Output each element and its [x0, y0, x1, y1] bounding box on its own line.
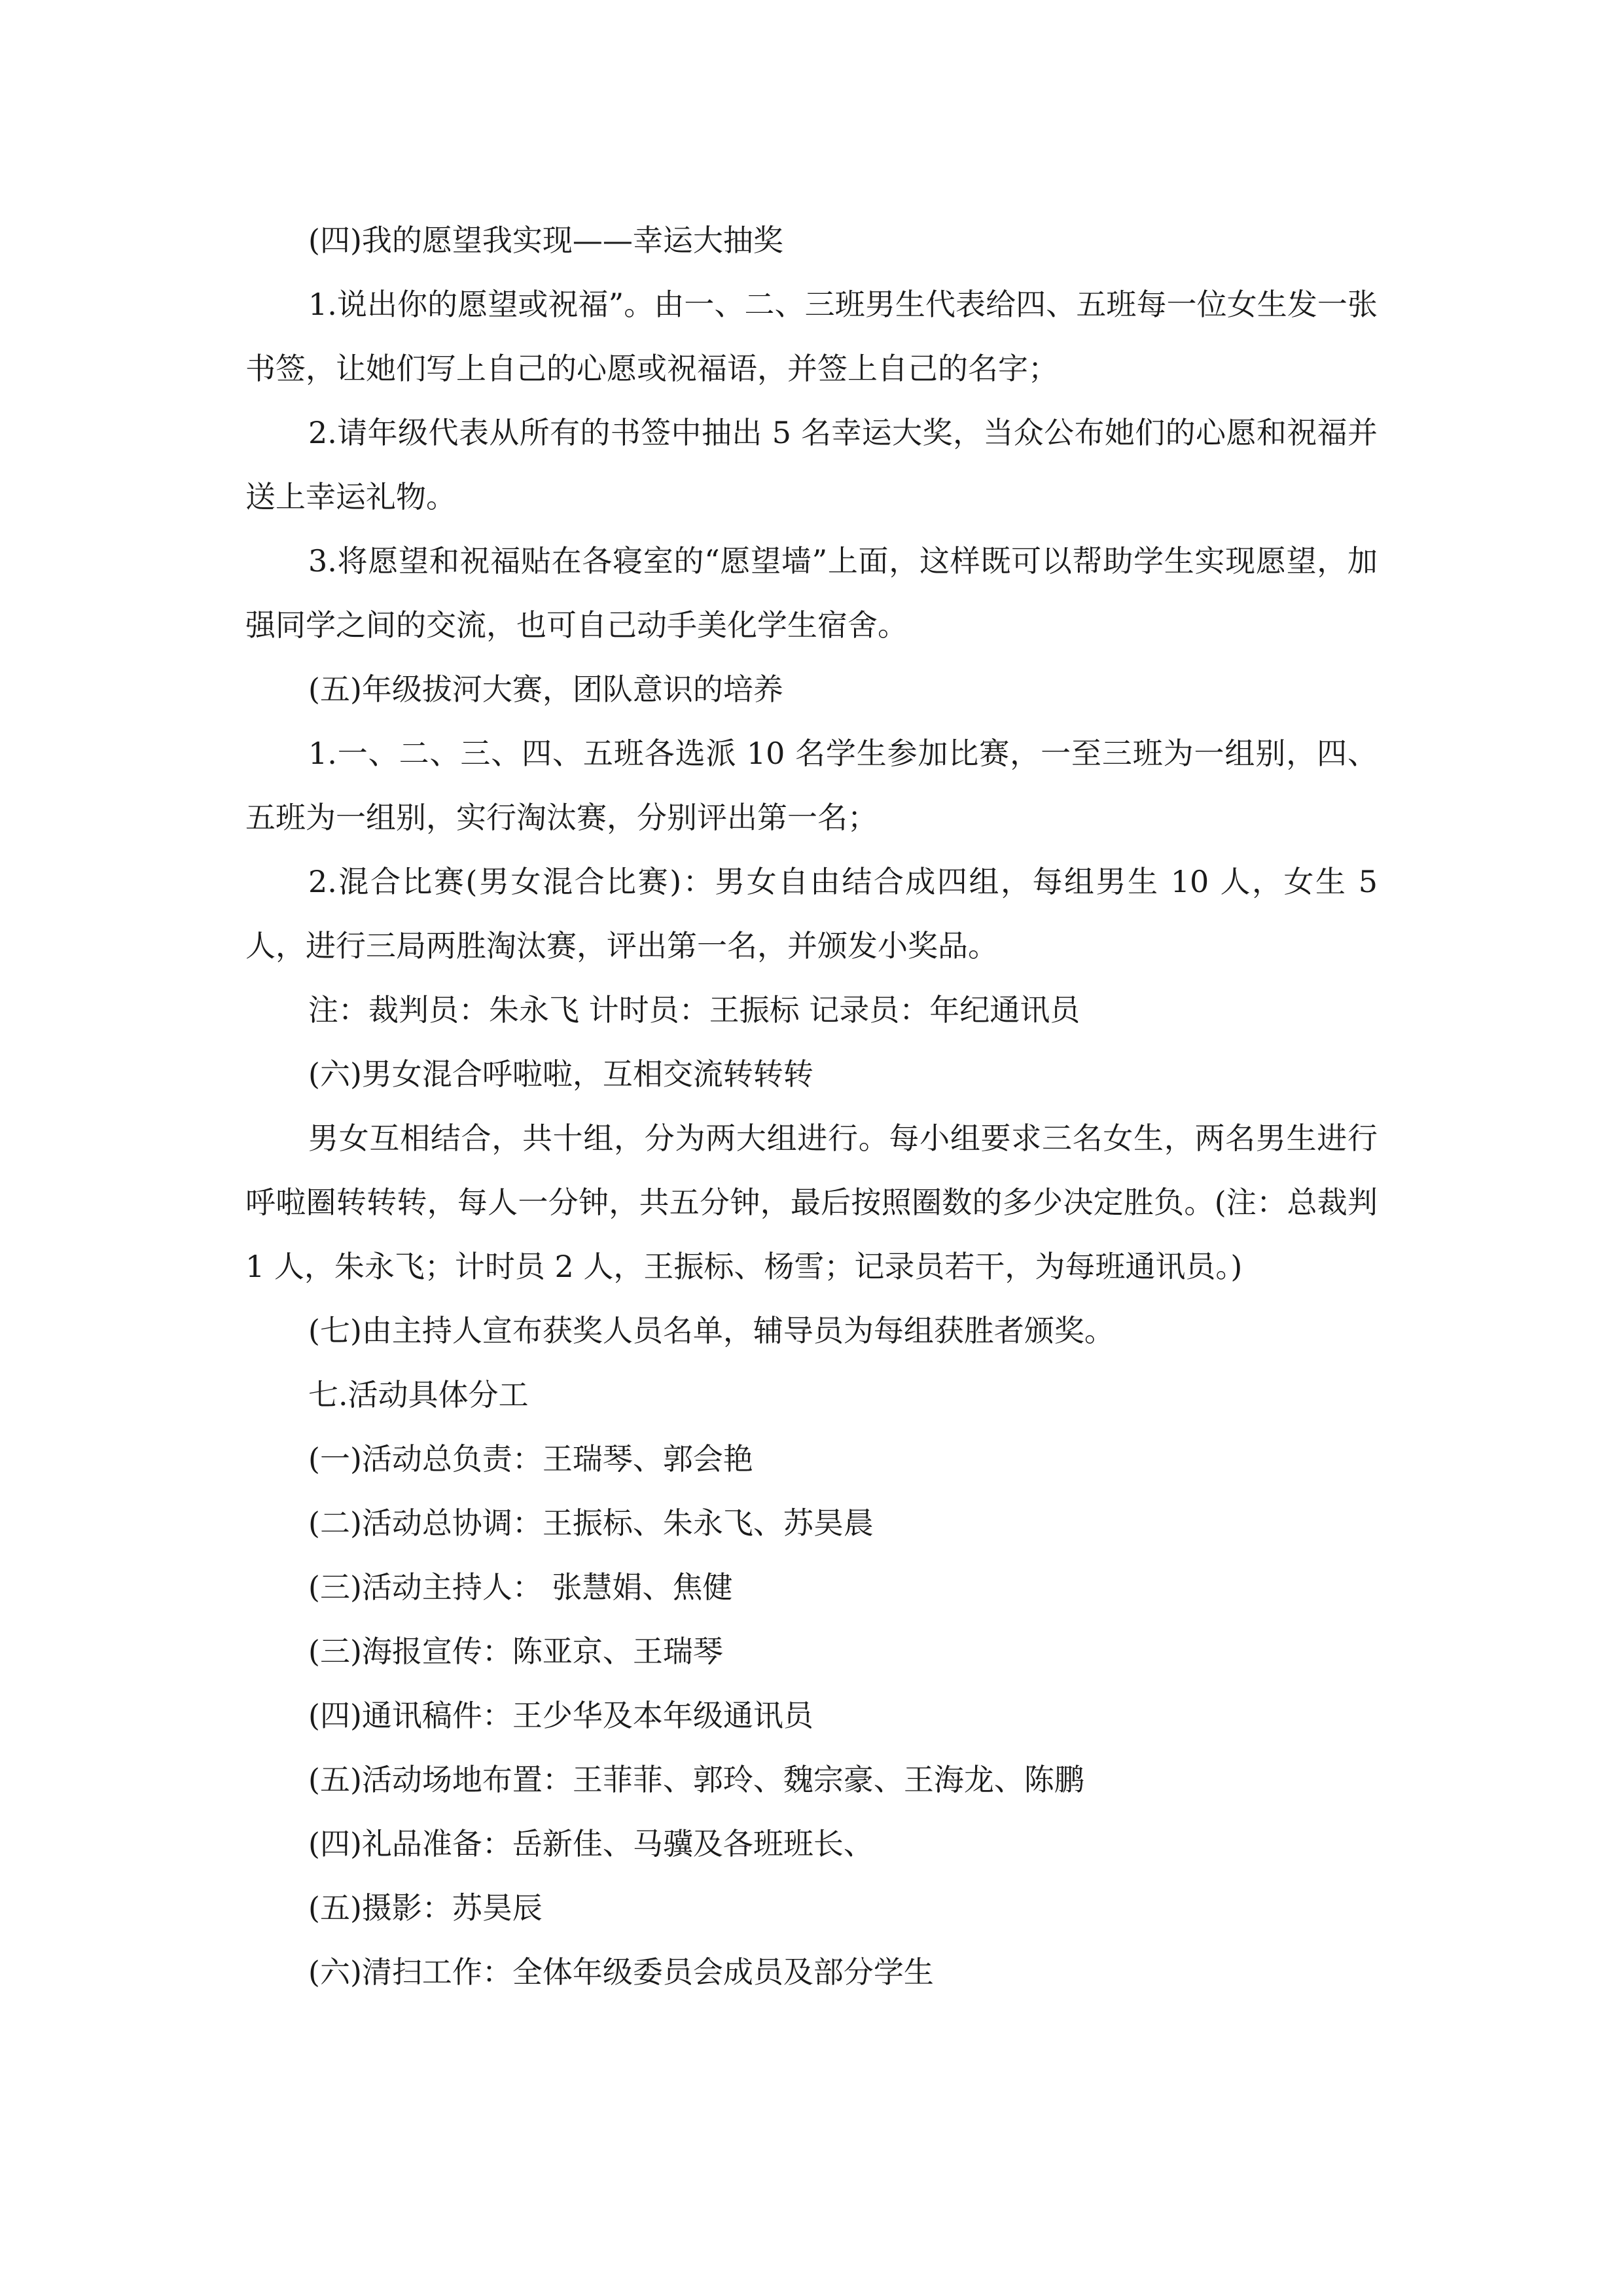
section-heading-wish: (四)我的愿望我实现——幸运大抽奖	[308, 223, 783, 258]
paragraph: 2.请年级代表从所有的书签中抽出 5 名幸运大奖，当众公布她们的心愿和祝福并送上幸运礼物。	[245, 415, 1378, 514]
list-item: (六)清扫工作：全体年级委员会成员及部分学生	[308, 1954, 934, 1990]
section-heading-tug-of-war: (五)年级拔河大赛，团队意识的培养	[308, 672, 783, 707]
section-heading-hula-hoop: (六)男女混合呼啦啦，互相交流转转转	[308, 1056, 813, 1092]
list-item: (四)通讯稿件：王少华及本年级通讯员	[308, 1698, 813, 1733]
section-heading-division-of-labor: 七.活动具体分工	[308, 1377, 529, 1412]
paragraph: 2.混合比赛(男女混合比赛)：男女自由结合成四组，每组男生 10 人，女生 5 人，进行三局两胜淘汰赛，评出第一名，并颁发小奖品。	[245, 864, 1378, 963]
document-body	[245, 208, 1378, 2004]
paragraph: 男女互相结合，共十组，分为两大组进行。每小组要求三名女生，两名男生进行呼啦圈转转转，每人一分钟，共五分钟，最后按照圈数的多少决定胜负。(注：总裁判 1 人，朱永飞；计时员 2 人，王振标、杨雪；记录员若干，为每班通讯员。)	[245, 1121, 1378, 1284]
list-item: (三)活动主持人： 张慧娟、焦健	[308, 1570, 733, 1605]
list-item: (五)活动场地布置：王菲菲、郭玲、魏宗豪、王海龙、陈鹏	[308, 1762, 1084, 1797]
paragraph: 1.一、二、三、四、五班各选派 10 名学生参加比赛，一至三班为一组别，四、五班为一组别，实行淘汰赛，分别评出第一名；	[245, 736, 1378, 835]
paragraph: (七)由主持人宣布获奖人员名单，辅导员为每组获胜者颁奖。	[308, 1313, 1115, 1348]
note-line: 注：裁判员：朱永飞 计时员：王振标 记录员：年纪通讯员	[308, 992, 1080, 1028]
list-item: (五)摄影：苏昊辰	[308, 1890, 543, 1926]
list-item: (一)活动总负责：王瑞琴、郭会艳	[308, 1441, 753, 1477]
paragraph: 3.将愿望和祝福贴在各寝室的“愿望墙”上面，这样既可以帮助学生实现愿望，加强同学之间的交流，也可自己动手美化学生宿舍。	[245, 543, 1378, 643]
list-item: (二)活动总协调：王振标、朱永飞、苏昊晨	[308, 1505, 874, 1541]
paragraph: 1.说出你的愿望或祝福”。由一、二、三班男生代表给四、五班每一位女生发一张书签，让她们写上自己的心愿或祝福语，并签上自己的名字；	[245, 287, 1378, 386]
list-item: (三)海报宣传：陈亚京、王瑞琴	[308, 1634, 723, 1669]
list-item: (四)礼品准备：岳新佳、马骥及各班班长、	[308, 1826, 874, 1861]
